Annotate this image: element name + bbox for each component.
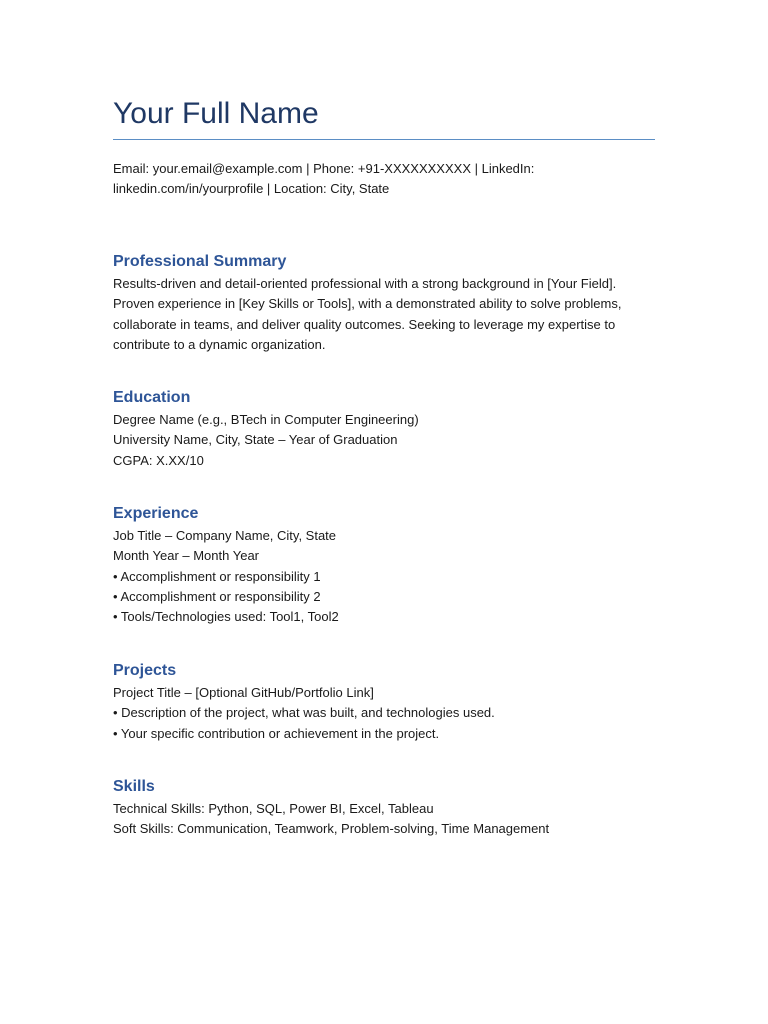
skills-soft: Soft Skills: Communication, Teamwork, Problem-solving, Time Management xyxy=(113,821,550,837)
project-title: Project Title – [Optional GitHub/Portfolio Link] xyxy=(113,685,374,700)
section-heading-skills: Skills xyxy=(113,778,155,795)
skills-technical: Technical Skills: Python, SQL, Power BI, Excel, Tableau xyxy=(113,801,434,816)
experience-bullet: • Tools/Technologies used: Tool1, Tool2 xyxy=(113,609,339,625)
section-experience xyxy=(113,502,658,627)
section-professional-summary xyxy=(113,250,658,355)
experience-bullet: • Accomplishment or responsibility 2 xyxy=(113,588,321,604)
section-projects xyxy=(113,659,658,744)
experience-job-title: Job Title – Company Name, City, State xyxy=(113,528,337,543)
section-heading-projects: Projects xyxy=(113,662,177,679)
experience-bullet: • Accomplishment or responsibility 1 xyxy=(113,568,321,584)
section-heading-summary: Professional Summary xyxy=(113,253,287,270)
education-degree: Degree Name (e.g., BTech in Computer Engineering) xyxy=(113,412,419,427)
education-cgpa: CGPA: X.XX/10 xyxy=(113,452,204,468)
section-skills xyxy=(113,775,658,840)
project-bullet: • Your specific contribution or achievement in the project. xyxy=(113,725,440,741)
section-education xyxy=(113,386,658,471)
education-university: University Name, City, State – Year of Graduation xyxy=(113,432,398,448)
header-divider xyxy=(113,139,655,140)
section-heading-experience: Experience xyxy=(113,505,199,522)
contact-line: Email: your.email@example.com | Phone: +91-XXXXXXXXXX | LinkedIn: linkedin.com/in/yourprofile | Location: City, State xyxy=(113,161,535,196)
full-name: Your Full Name xyxy=(113,97,319,130)
project-bullet: • Description of the project, what was built, and technologies used. xyxy=(113,705,495,721)
experience-dates: Month Year – Month Year xyxy=(113,548,260,564)
section-heading-education: Education xyxy=(113,389,191,406)
summary-text: Results-driven and detail-oriented professional with a strong background in [Your Field]. Proven experience in [Key Skills or Tools], with a demonstrated ability to solve problems, collaborate in teams, and deliver quality outcomes. Seeking to leverage my expertise to contribute to a dynamic organization. xyxy=(113,276,622,352)
